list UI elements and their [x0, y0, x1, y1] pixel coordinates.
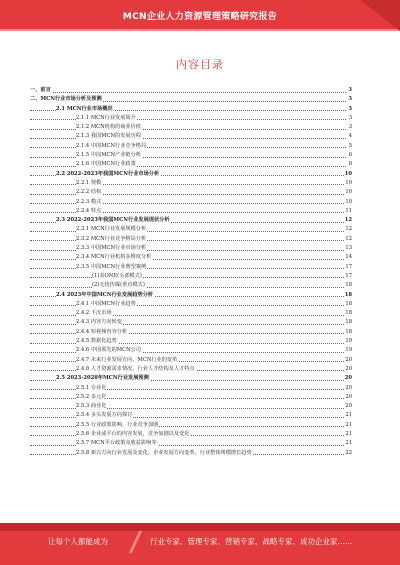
- toc-entry[interactable]: [30, 384, 352, 393]
- toc-entry-label: 2.1.4 中国MCN行业竞争格局: [76, 142, 147, 151]
- toc-entry-label: 2.5.3 商业化: [76, 402, 107, 411]
- toc-page-number: 20: [344, 356, 352, 365]
- toc-entry-label: 2.2 2022-2023年我国MCN行业市场分析: [56, 170, 160, 179]
- toc-page-number: 20: [344, 393, 352, 402]
- toc-page-number: 12: [344, 235, 352, 244]
- toc-page-number: 18: [344, 318, 352, 327]
- toc-entry-label: 2.3.3 中国MCN行业市场分析: [76, 244, 147, 253]
- toc-page-number: 19: [344, 337, 352, 346]
- toc-page-number: 4: [348, 132, 352, 141]
- toc-entry[interactable]: [30, 207, 352, 216]
- table-of-contents: [30, 86, 352, 458]
- toc-entry[interactable]: [30, 170, 352, 179]
- toc-entry-label: 2.1.3 我国MCN的发展历程: [76, 132, 142, 141]
- toc-page-number: 5: [348, 142, 352, 151]
- toc-entry-label: 2.4 2023年中国MCN行业发展趋势分析: [56, 291, 154, 300]
- toc-entry-label: 2.4.2 下沉市场: [76, 309, 113, 318]
- toc-entry-label: 2.5.5 行业政策影响，行业竞争加剧: [76, 421, 159, 430]
- page-title: 内容目录: [176, 58, 224, 71]
- toc-entry-label: 2.1.5 中国MCN产业链分析: [76, 151, 142, 160]
- toc-entry[interactable]: [30, 160, 352, 169]
- toc-page-number: 3: [348, 114, 352, 123]
- toc-entry-label: 2.5.8 新兴方向行业发展及变化，企业发展方向变革，行业整体规模增长趋势: [76, 449, 253, 458]
- toc-entry-label: 2.2.4 特点: [76, 207, 102, 216]
- toc-page-number: 21: [344, 421, 352, 430]
- toc-entry[interactable]: [30, 365, 352, 374]
- toc-page-number: 20: [344, 365, 352, 374]
- toc-entry-label: 2.4.5 数据化趋势: [76, 337, 118, 346]
- toc-entry-label: 2.3.5 中国MCN行业典型案例: [76, 263, 147, 272]
- toc-entry[interactable]: [30, 421, 352, 430]
- toc-page-number: 20: [344, 374, 352, 383]
- toc-page-number: 21: [344, 411, 352, 420]
- toc-page-number: 19: [344, 346, 352, 355]
- toc-page-number: 20: [344, 384, 352, 393]
- toc-entry-label: 2.3 2022-2023年我国MCN行业发展现状分析: [56, 216, 171, 225]
- toc-entry-label: 2.5 2023-2028年MCN行业发展预测: [56, 374, 150, 383]
- toc-leader-dots: [30, 287, 346, 288]
- toc-entry[interactable]: [30, 142, 352, 151]
- toc-entry[interactable]: [30, 86, 352, 95]
- toc-entry-label: 2.5.4 多头发展方向探讨: [76, 411, 133, 420]
- toc-entry[interactable]: [30, 253, 352, 262]
- toc-entry[interactable]: [30, 151, 352, 160]
- toc-page-number: 10: [344, 179, 352, 188]
- toc-page-number: 21: [344, 430, 352, 439]
- toc-entry[interactable]: [30, 198, 352, 207]
- toc-entry[interactable]: [30, 105, 352, 114]
- toc-page-number: 22: [344, 449, 352, 458]
- toc-entry-label: 2.5.2 多元化: [76, 393, 107, 402]
- toc-entry[interactable]: [30, 411, 352, 420]
- report-title: MCN企业人力资源管理策略研究报告: [122, 12, 278, 22]
- toc-entry-label: 2.2.3 模式: [76, 198, 102, 207]
- toc-entry-label: 2.4.7 未来行业发展方向，MCN行业的变革: [76, 356, 178, 365]
- toc-entry-label: 2.5.1 专业化: [76, 384, 107, 393]
- toc-entry-label: 2.1 MCN行业市场概况: [56, 105, 114, 114]
- report-header: [0, 0, 400, 31]
- toc-page-number: 18: [344, 309, 352, 318]
- toc-entry-label: (1)美ONE(头部模式): [92, 272, 143, 281]
- toc-entry[interactable]: [30, 123, 352, 132]
- toc-page-number: 18: [344, 281, 352, 290]
- toc-entry[interactable]: [30, 225, 352, 234]
- toc-entry[interactable]: [30, 309, 352, 318]
- toc-page-number: 3: [347, 95, 352, 104]
- toc-entry[interactable]: [30, 374, 352, 383]
- toc-page-number: 14: [344, 253, 352, 262]
- toc-entry-label: 一、前言: [30, 86, 52, 95]
- toc-page-number: 12: [344, 216, 352, 225]
- toc-entry[interactable]: [30, 300, 352, 309]
- toc-entry-label: 2.5.7 MCN平台政策及收益影响等: [76, 439, 158, 448]
- toc-entry[interactable]: [30, 402, 352, 411]
- toc-leader-dots: [30, 92, 346, 93]
- toc-page-number: 17: [344, 272, 352, 281]
- toc-entry[interactable]: [30, 114, 352, 123]
- toc-entry[interactable]: [30, 179, 352, 188]
- toc-entry-label: 2.5.6 企业或平台的内容发展，竞争加剧以及变化: [76, 430, 190, 439]
- toc-page-number: 18: [344, 300, 352, 309]
- toc-entry-label: 2.3.2 MCN行业竞争格局分析: [76, 235, 147, 244]
- toc-entry[interactable]: [30, 235, 352, 244]
- toc-page-number: 12: [344, 225, 352, 234]
- footer-divider: [129, 531, 142, 553]
- toc-entry[interactable]: [30, 337, 352, 346]
- toc-entry-label: 2.3.1 MCN行业发展规模分析: [76, 225, 147, 234]
- toc-page-number: 3: [348, 123, 352, 132]
- toc-entry[interactable]: [30, 132, 352, 141]
- toc-page-number: 11: [344, 207, 352, 216]
- toc-page-number: 10: [344, 170, 352, 179]
- footer-slogan-right: 行业专家、管理专家、营销专家、战略专家、成功企业家……: [150, 537, 353, 546]
- toc-page-number: 17: [344, 263, 352, 272]
- toc-entry[interactable]: [30, 356, 352, 365]
- toc-entry-label: 2.4.8 人才资源需求情况，行业人才结构及人才特点: [76, 365, 196, 374]
- toc-page-number: 18: [344, 328, 352, 337]
- toc-page-number: 3: [347, 105, 352, 114]
- toc-entry-label: (2)无忧传媒(垂直模式): [92, 281, 146, 290]
- toc-page-number: 8: [348, 160, 352, 169]
- toc-entry[interactable]: [30, 328, 352, 337]
- toc-page-number: 18: [344, 291, 352, 300]
- toc-entry-label: 2.3.4 MCN行业机构多维度分析: [76, 253, 152, 262]
- toc-entry-label: 2.4.3 内容方向转变: [76, 318, 123, 327]
- toc-entry-label: 2.4.6 中国领先的MCN公司: [76, 346, 142, 355]
- toc-entry-label: 2.2.1 规模: [76, 179, 102, 188]
- toc-entry[interactable]: [30, 95, 352, 104]
- toc-entry[interactable]: [30, 281, 352, 290]
- toc-entry-label: 2.1.6 中国MCN行业政策: [76, 160, 137, 169]
- toc-entry[interactable]: [30, 263, 352, 272]
- toc-entry-label: 二、MCN行业市场分析及预测: [30, 95, 103, 104]
- toc-entry-label: 2.2.2 结构: [76, 188, 102, 197]
- toc-leader-dots: [30, 277, 346, 278]
- toc-entry[interactable]: [30, 188, 352, 197]
- toc-entry[interactable]: [30, 291, 352, 300]
- toc-entry[interactable]: [30, 272, 352, 281]
- toc-entry[interactable]: [30, 449, 352, 458]
- footer-band: [0, 523, 400, 531]
- toc-page-number: 3: [347, 86, 352, 95]
- toc-entry-label: 2.4.1 中国MCN行业趋势: [76, 300, 137, 309]
- toc-entry[interactable]: [30, 439, 352, 448]
- toc-entry[interactable]: [30, 244, 352, 253]
- toc-entry[interactable]: [30, 216, 352, 225]
- toc-entry-label: 2.4.4 短视频内容分析: [76, 328, 128, 337]
- toc-entry[interactable]: [30, 318, 352, 327]
- toc-page-number: 6: [348, 151, 352, 160]
- toc-entry[interactable]: [30, 393, 352, 402]
- toc-page-number: 20: [344, 402, 352, 411]
- toc-entry[interactable]: [30, 346, 352, 355]
- report-footer: [0, 523, 400, 565]
- footer-slogan-left: 让每个人都能成为: [48, 537, 108, 546]
- toc-page-number: 10: [344, 188, 352, 197]
- toc-entry-label: 2.1.1 MCN行业发展简介: [76, 114, 137, 123]
- toc-page-number: 10: [344, 198, 352, 207]
- toc-entry-label: 2.1.2 MCN机构的商业价值: [76, 123, 142, 132]
- toc-page-number: 21: [344, 439, 352, 448]
- header-stripe: [0, 29, 400, 31]
- toc-page-number: 13: [344, 244, 352, 253]
- toc-entry[interactable]: [30, 430, 352, 439]
